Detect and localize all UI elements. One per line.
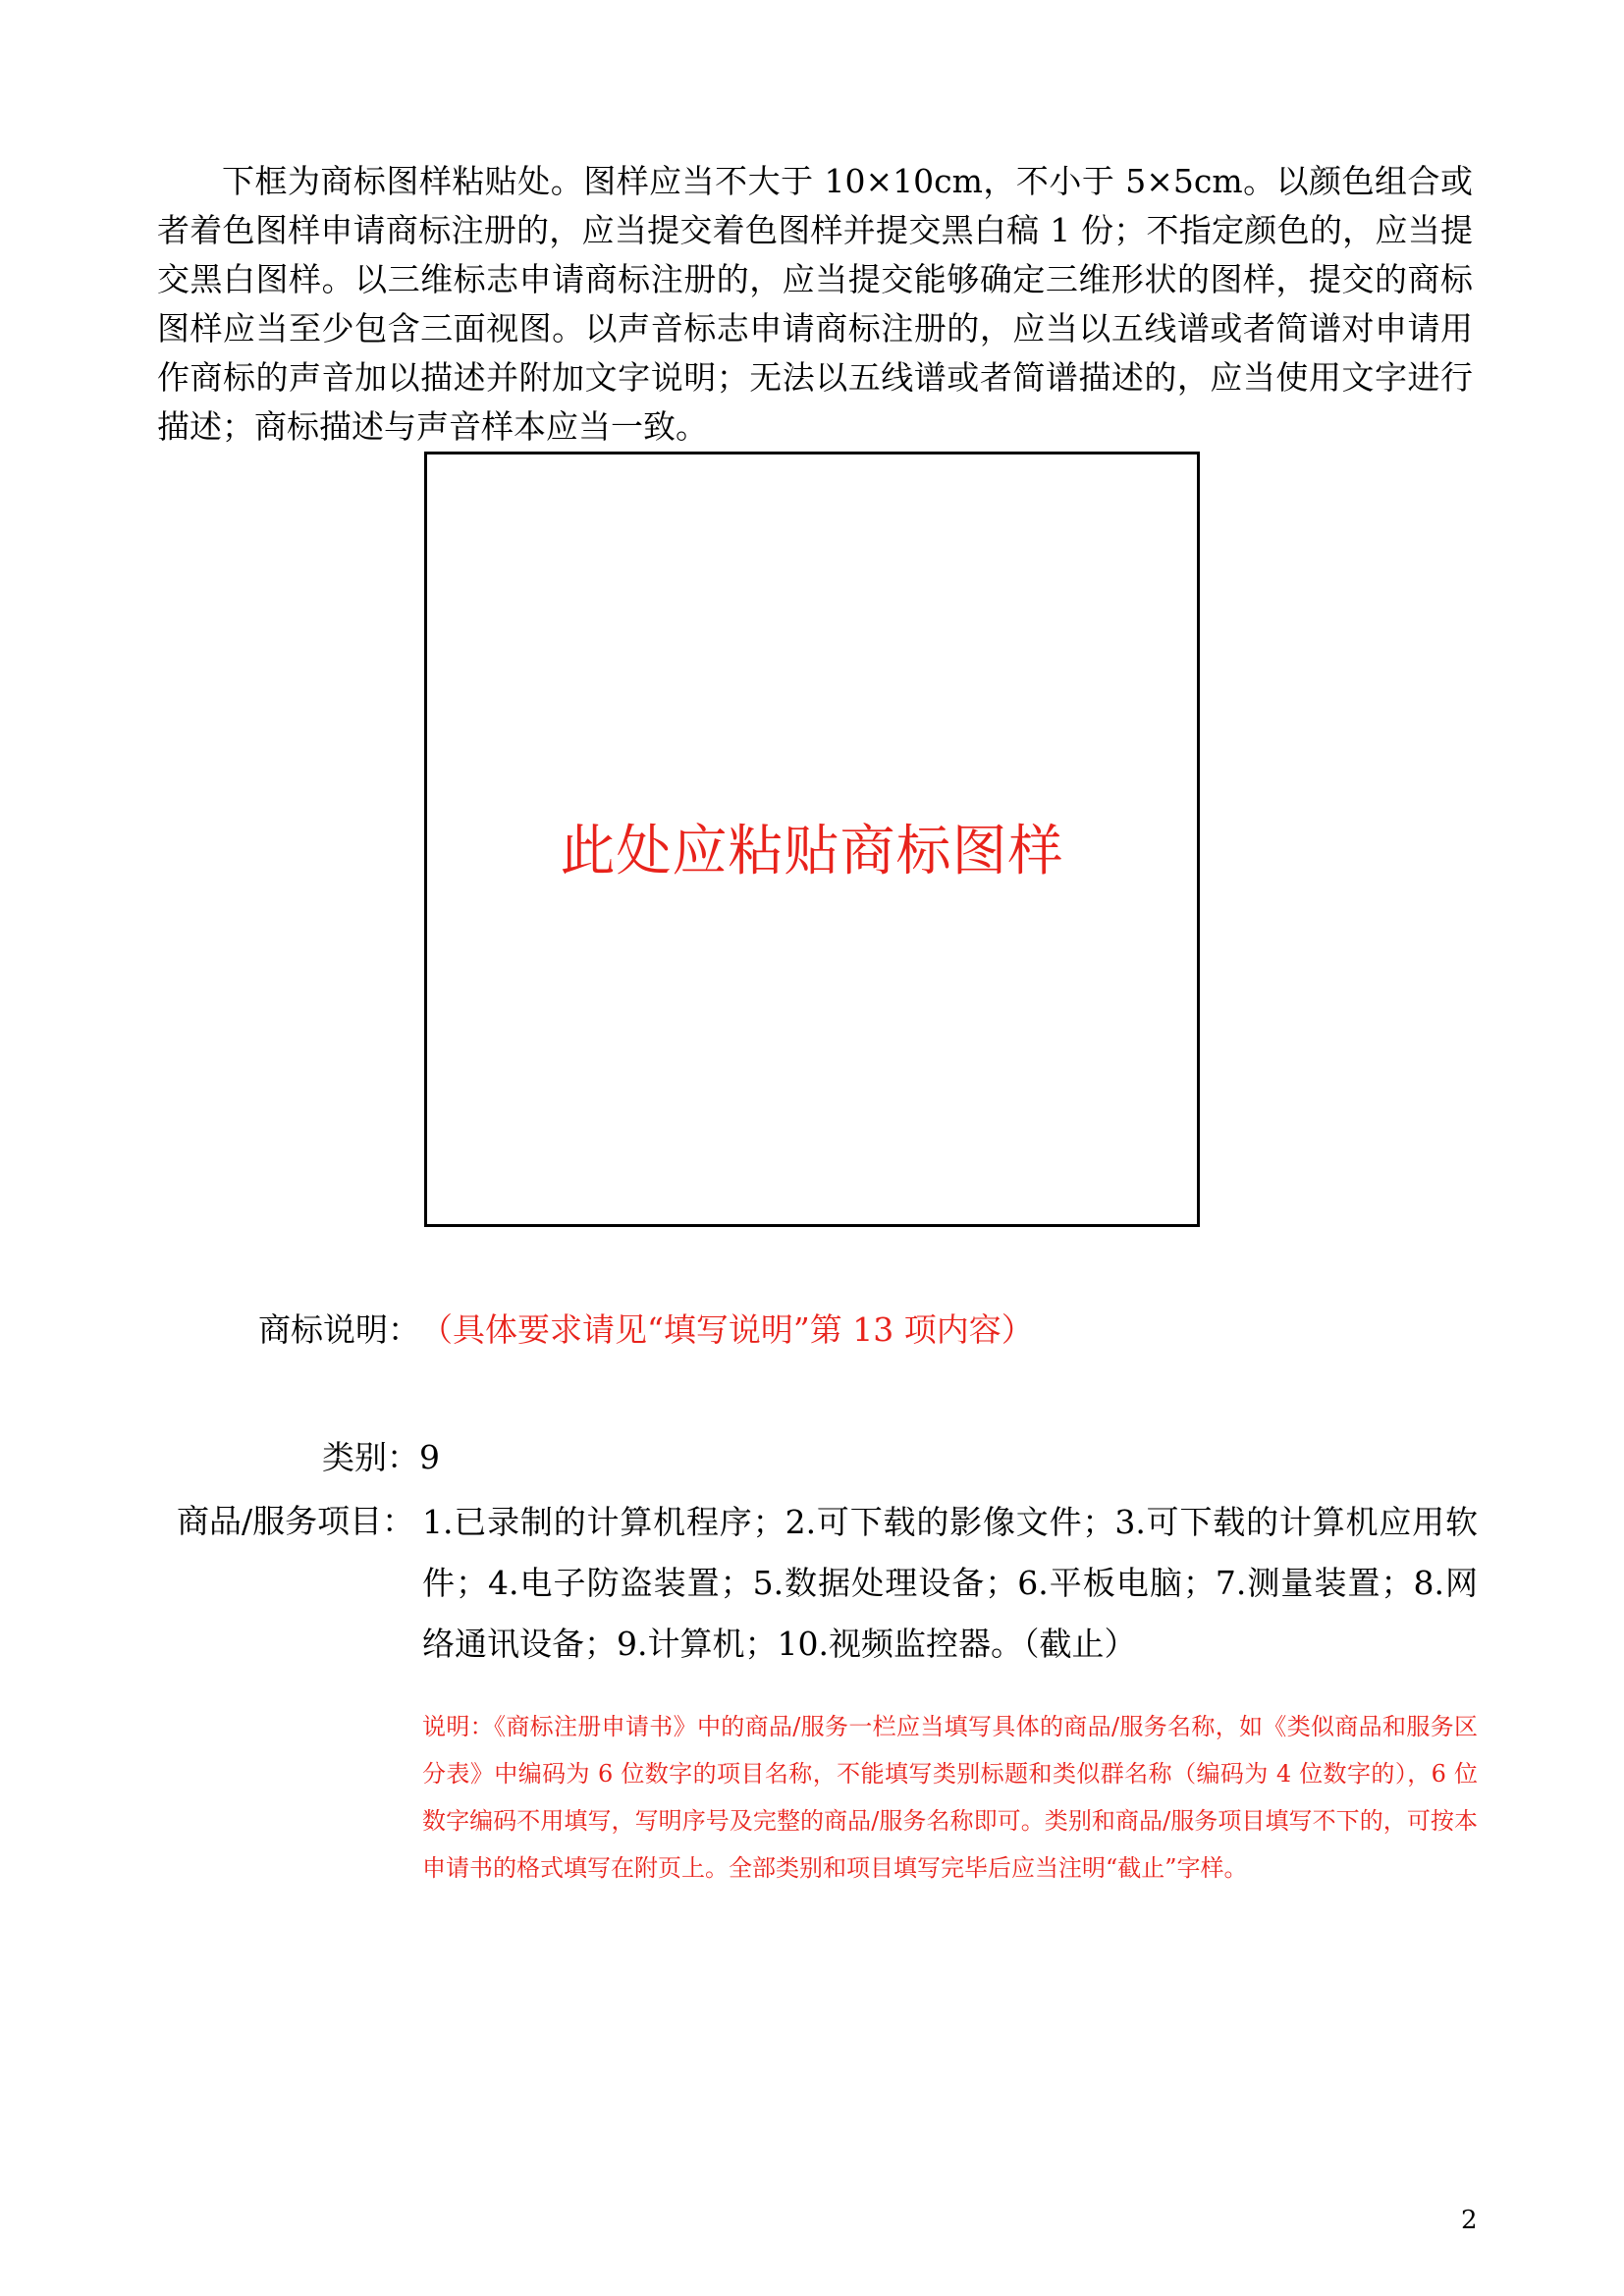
- trademark-description-label: 商标说明：: [258, 1310, 420, 1349]
- intro-paragraph: 下框为商标图样粘贴处。图样应当不大于 10×10cm，不小于 5×5cm。以颜色组合或者着色图样申请商标注册的，应当提交着色图样并提交黑白稿 1 份；不指定颜色的，应当提交黑白图样。以三维标志申请商标注册的，应当提交能够确定三维形状的图样，提交的商标图样应当至少包含三面视图。以声音标志申请商标注册的，应当以五线谱或者简谱对申请用作商标的声音加以描述并附加文字说明；无法以五线谱或者简谱描述的，应当使用文字进行描述；商标描述与声音样本应当一致。: [157, 162, 1473, 446]
- category-row: [322, 1438, 440, 1477]
- page-number: 2: [1461, 2206, 1478, 2235]
- trademark-description-hint: （具体要求请见“填写说明”第 13 项内容）: [420, 1310, 1034, 1349]
- trademark-description-row: [258, 1310, 1034, 1350]
- category-label: 类别：: [322, 1438, 419, 1476]
- instruction-note: 说明：《商标注册申请书》中的商品/服务一栏应当填写具体的商品/服务名称，如《类似商品和服务区分表》中编码为 6 位数字的项目名称，不能填写类别标题和类似群名称（编码为 4 位数字的），6 位数字编码不用填写，写明序号及完整的商品/服务名称即可。类别和商品/服务项目填写不下的，可按本申请书的格式填写在附页上。全部类别和项目填写完毕后应当注明“截止”字样。: [422, 1713, 1478, 1882]
- goods-services-label: 商品/服务项目：: [177, 1502, 415, 1540]
- trademark-sample-box: [424, 452, 1200, 1227]
- sample-box-label: 此处应粘贴商标图样: [560, 820, 1064, 883]
- category-value: 9: [419, 1438, 440, 1476]
- goods-services-value: 1.已录制的计算机程序；2.可下载的影像文件；3.可下载的计算机应用软件；4.电子防盗装置；5.数据处理设备；6.平板电脑；7.测量装置；8.网络通讯设备；9.计算机；10.视频监控器。（截止）: [422, 1503, 1478, 1663]
